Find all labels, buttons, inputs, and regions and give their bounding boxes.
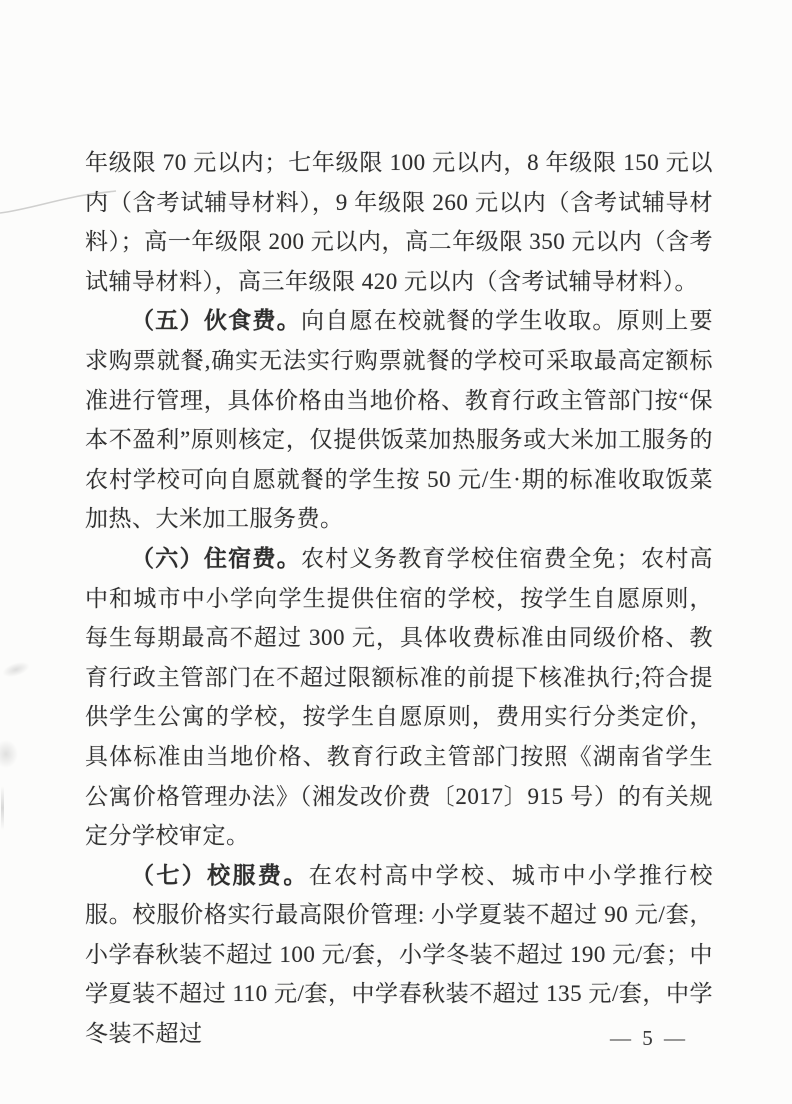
paragraph-text: 在农村高中学校、城市中小学推行校服。校服价格实行最高限价管理: 小学夏装不超过 90 元/套，小学春秋装不超过 100 元/套，小学冬装不超过 190 元/套；中学夏装不超过 110 元/套，中学春秋装不超过 135 元/套，中学冬装不超过 [85, 862, 714, 1047]
paragraph-text: 年级限 70 元以内；七年级限 100 元以内，8 年级限 150 元以内（含考试辅导材料），9 年级限 260 元以内（含考试辅导材料）；高一年级限 200 元以内，高二年级限 350 元以内（含考试辅导材料），高三年级限 420 元以内（含考试辅导材料）。 [85, 150, 713, 294]
paragraph-uniform-fee [85, 856, 713, 1054]
paragraph-text: 农村义务教育学校住宿费全免；农村高中和城市中小学向学生提供住宿的学校，按学生自愿原则，每生每期最高不超过 300 元，具体收费标准由同级价格、教育行政主管部门在不超过限额标准的前提下核准执行;符合提供学生公寓的学校，按学生自愿原则，费用实行分类定价，具体标准由当地价格、教育行政主管部门按照《湖南省学生公寓价格管理办法》（湘发改价费〔2017〕915 号）的有关规定分学校审定。 [85, 545, 714, 849]
paragraph-heading: （六）住宿费。 [131, 545, 301, 571]
paragraph-meal-fee [85, 301, 713, 539]
paragraph-text: 向自愿在校就餐的学生收取。原则上要求购票就餐,确实无法实行购票就餐的学校可采取最高定额标准进行管理，具体价格由当地价格、教育行政主管部门按“保本不盈利”原则核定，仅提供饭菜加热服务或大米加工服务的农村学校可向自愿就餐的学生按 50 元/生·期的标准收取饭菜加热、大米加工服务费。 [85, 308, 714, 532]
paragraph-heading: （七）校服费。 [131, 862, 309, 888]
page-number-footer: — 5 — [610, 1026, 688, 1050]
paragraph-accommodation-fee [85, 539, 713, 856]
scan-smudge [1, 659, 32, 680]
paragraph-heading: （五）伙食费。 [131, 308, 301, 334]
scan-smudge [0, 740, 18, 768]
document-body [85, 143, 713, 1054]
scan-smudge [1, 786, 4, 830]
paragraph-textbook-fee-continuation [85, 143, 713, 301]
